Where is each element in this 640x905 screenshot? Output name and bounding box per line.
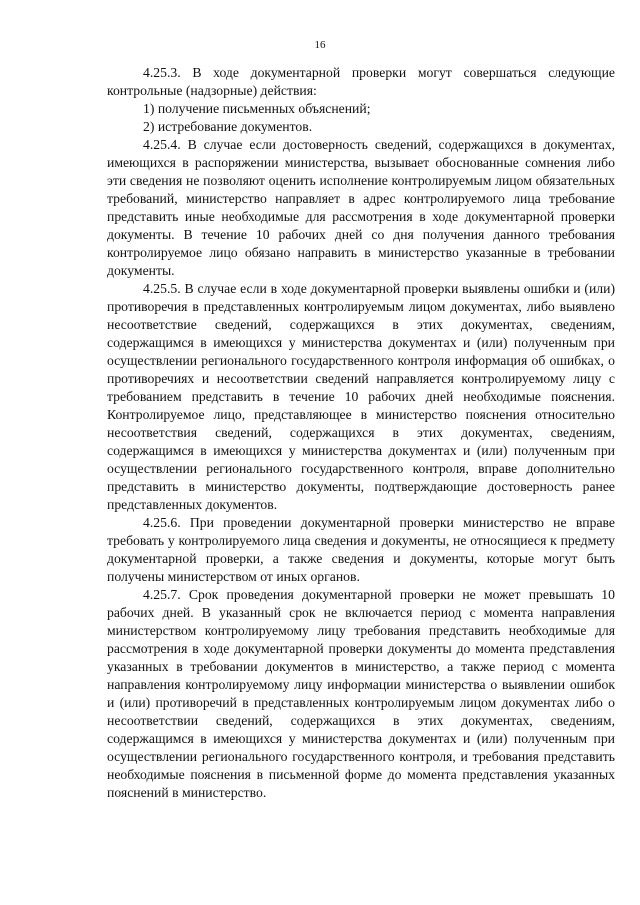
list-item-1: 1) получение письменных объяснений; bbox=[143, 101, 371, 116]
list-item-2: 2) истребование документов. bbox=[143, 119, 313, 134]
paragraph-4-25-5: 4.25.5. В случае если в ходе документарной проверки выявлены ошибки и (или) противоречия в представленных контролируемым лицом документах, либо выявлено несоответствие сведений, содержащихся в этих документах, сведениям, содержащимся в имеющихся у министерства документах и (или) полученным при осуществлении регионального государственного контроля информация об ошибках, о противоречиях и несоответствии сведений направляется контролируемому лицу с требованием представить в течение 10 рабочих дней необходимые пояснения. Контролируемое лицо, представляющее в министерство пояснения относительно несоответствия сведений, содержащихся в этих документах, сведениям, содержащимся в имеющихся у министерства документах и (или) полученным при осуществлении регионального государственного контроля, вправе дополнительно представить в министерство документы, подтверждающие достоверность ранее представленных документов. bbox=[107, 281, 615, 512]
paragraph-4-25-4: 4.25.4. В случае если достоверность сведений, содержащихся в документах, имеющихся в распоряжении министерства, вызывает обоснованные сомнения либо эти сведения не позволяют оценить исполнение контролируемым лицом обязательных требований, министерство направляет в адрес контролируемого лица требование представить иные необходимые для рассмотрения в ходе документарной проверки документы. В течение 10 рабочих дней со дня получения данного требования контролируемое лицо обязано направить в министерство указанные в требовании документы. bbox=[107, 137, 615, 278]
paragraph-4-25-7: 4.25.7. Срок проведения документарной проверки не может превышать 10 рабочих дней. В указанный срок не включается период с момента направления министерством контролируемому лицу требования представить необходимые для рассмотрения в ходе документарной проверки документы до момента представления указанных в требовании документов в министерство, а также период с момента направления контролируемому лицу информации министерства о выявлении ошибок и (или) противоречий в представленных контролируемым лицом документах либо о несоответствии сведений, содержащихся в этих документах, сведениям, содержащимся в имеющихся у министерства документах и (или) полученным при осуществлении регионального государственного контроля, и требования представить необходимые пояснения в письменной форме до момента представления указанных пояснений в министерство. bbox=[107, 587, 615, 800]
document-body bbox=[107, 64, 615, 802]
paragraph-4-25-3: 4.25.3. В ходе документарной проверки могут совершаться следующие контрольные (надзорные) действия: bbox=[107, 65, 615, 98]
page-number: 16 bbox=[314, 39, 326, 51]
paragraph-4-25-6: 4.25.6. При проведении документарной проверки министерство не вправе требовать у контролируемого лица сведения и документы, не относящиеся к предмету документарной проверки, а также сведения и документы, которые могут быть получены министерством от иных органов. bbox=[107, 515, 615, 584]
